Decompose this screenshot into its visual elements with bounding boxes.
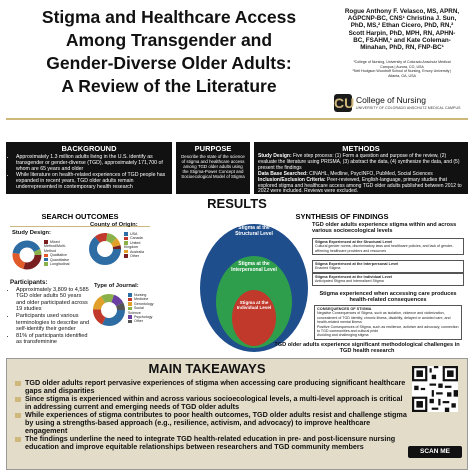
legend-item: Other <box>134 319 143 324</box>
participants-bullet: • 81% of participants identified as transfeminine <box>16 333 90 346</box>
legend-item: Mixed Method/Multi-Method <box>44 240 66 253</box>
main-takeaways-heading: MAIN TAKEAWAYS <box>148 361 266 376</box>
structural-findings-box <box>312 238 464 255</box>
background-section <box>6 142 172 194</box>
cu-logo-icon: CU <box>334 95 355 111</box>
background-bullet: • While literature on health-related experiences of TGD people has expanded in recent years, TGD older adults remain underrepresented in contemporary health research <box>16 172 170 190</box>
main-takeaways-section <box>6 358 468 470</box>
legend-item: Australia <box>130 249 144 254</box>
affiliations: ¹College of Nursing, University of Colorado Anschutz Medical Campus | Aurora, CO, USA ²Nell Hodgson Woodruff School of Nursing, Emory University | Atlanta, GA, USA <box>352 60 452 78</box>
box-title: CONSEQUENCES OF STIGMA <box>317 307 372 311</box>
country-chart-label: County of Origin: <box>90 222 138 228</box>
legend-item: Gerontology <box>134 301 154 306</box>
country-legend <box>124 232 152 258</box>
criteria-label: Inclusion/Exclusion Criteria: <box>258 176 326 183</box>
finding-2-text: Stigma experienced when accessing care produces health-related consequences <box>319 291 457 304</box>
finding-1 <box>312 222 462 235</box>
journal-legend <box>128 293 154 324</box>
takeaway-bullet: While experiences of stigma contributes to poor health outcomes, TGD older adults resist and challenge stigma by using a strengths-based approach (e.g., resilience, activism, and advocacy) to improve healthcare engagement <box>15 411 407 435</box>
purpose-section <box>176 142 250 194</box>
country-donut <box>88 232 122 266</box>
finding-2 <box>312 291 464 304</box>
journal-donut <box>92 293 126 327</box>
logo-subtitle: UNIVERSITY OF COLORADO ANSCHUTZ MEDICAL CAMPUS <box>356 106 461 110</box>
participants-section <box>10 280 90 346</box>
participants-bullet: • Participants used various terminologies to describe and self-identify their gender <box>16 313 90 333</box>
participants-heading: Participants: <box>10 279 48 286</box>
search-outcomes-heading: SEARCH OUTCOMES <box>41 212 119 221</box>
box-item: Avoiding and challenging stigma <box>317 333 369 338</box>
legend-item: Other <box>130 254 139 259</box>
legend-item: USA <box>130 232 138 236</box>
purpose-text: Describe the state of the science of stigma and healthcare access among TGD older adults using the Stigma-Power Concept and Socioecological Model of Stigma <box>181 154 245 180</box>
finding-1-text: TGD older adults experience stigma within and across various socioecological levels <box>312 222 457 235</box>
takeaway-bullet: The findings underline the need to integrate TGD health-related education in pre- and post-licensure nursing education and improve equitable relationships between researchers and TGD community members <box>15 435 407 451</box>
logo-name: College of Nursing <box>356 95 426 105</box>
box-item: Positive Consequences of Stigma, such as resilience, activism and advocacy, connection to TGD communities and cultural pride <box>317 324 459 334</box>
individual-findings-box <box>312 273 464 286</box>
legend-item: Qualitative <box>50 253 67 258</box>
synthesis-heading: SYNTHESIS OF FINDINGS <box>295 212 389 221</box>
study-design-donut <box>12 240 42 270</box>
background-bullet: • Approximately 1.3 million adults living in the U.S. identify as transgender or gender-diverse (TGD), approximately 171,700 of whom are 65 years and older <box>16 154 170 172</box>
poster-title: Stigma and Healthcare Access Among Transgender and Gender-Diverse Older Adults: A Review of the Literature <box>41 7 297 96</box>
author-list: Rogue Anthony F. Velasco, MS, APRN, AGPCNP-BC, CNS¹ Christina J. Sun, PhD, MS,² Ethan Cicero, PhD, RN,² Scott Harpin, PhD, MPH, RN, APHN- BC, FSAHM,¹ and Kate Coleman- Minahan, PhD, RN, FNP-BC¹ <box>344 8 460 52</box>
legend-item: Longitudinal <box>50 262 70 267</box>
box-item: Cultural gender norms, discriminatory laws and healthcare policies, and lack of gender-affirming healthcare providers and resources <box>315 244 454 253</box>
database-text: CINAHL, Medline, PsycINFO, PubMed, Social Sciences <box>307 170 433 177</box>
box-item: Negative Consequences of Stigma, such as isolation, violence and victimization, concealment of TGD identity, chronic illness, disability, delayed or avoided care, and health-related mental illness <box>317 311 451 325</box>
socioecological-diagram <box>196 220 312 356</box>
background-heading: BACKGROUND <box>61 144 117 153</box>
study-design-legend <box>44 240 74 266</box>
legend-item: Psychology <box>134 315 153 320</box>
results-heading: RESULTS <box>207 196 267 211</box>
box-item: Anticipated Stigma and Internalized Stigma <box>315 279 384 284</box>
interpersonal-findings-box <box>312 260 464 273</box>
takeaway-bullet: TGD older adults report pervasive experiences of stigma when accessing care producing significant healthcare gaps and disparities <box>15 379 407 395</box>
study-design-label: Study Design: <box>258 153 292 159</box>
individual-level-label: Stigma at the Individual Level <box>236 300 272 311</box>
study-design-chart-label: Study Design: <box>12 230 51 236</box>
criteria-text: Peer-reviewed, English-language, primary studies that explored stigma and healthcare access among TGD older adults published between 2012 to 2022 were included. Reviews were excluded. <box>258 176 462 195</box>
individual-level-ellipse <box>232 290 276 346</box>
box-title: Stigma Experienced at the Structural Level <box>315 240 393 244</box>
college-logo <box>334 92 470 114</box>
methods-heading: METHODS <box>342 144 380 153</box>
interpersonal-level-label: Stigma at the Interpersonal Level <box>231 261 277 273</box>
legend-item: United Kingdom <box>124 240 141 250</box>
study-design-text: Five step process: (1) Form a question and purpose of the review, (2) evaluate the literature using PRISMA, (3) abstract the data, (4) synthesize the data, and (5) present the findings <box>258 153 460 171</box>
legend-item: Nursing <box>134 293 147 297</box>
journal-chart-label: Type of Journal: <box>94 283 139 289</box>
takeaway-bullet: Since stigma is experienced within and across various socioecological levels, a multi-level approach is critical in addressing current and emerging needs of TGD older adults <box>15 395 407 411</box>
qr-code-icon[interactable] <box>412 366 458 412</box>
consequences-box <box>314 305 462 340</box>
box-item: Enacted Stigma <box>315 266 341 271</box>
purpose-heading: PURPOSE <box>194 144 232 153</box>
box-title: Stigma Experienced at the Interpersonal Level <box>315 262 399 266</box>
finding-3 <box>272 342 462 355</box>
structural-level-label: Stigma at the Structural Level <box>235 225 273 237</box>
scan-me-button[interactable]: SCAN ME <box>408 446 462 458</box>
box-title: Stigma Experienced at the Individual Level <box>315 275 393 279</box>
participants-bullet: • Approximately 3,809 to 4,585 TGD older adults 50 years and older participated across 19 studies <box>16 287 90 313</box>
legend-item: Social Science <box>128 306 144 315</box>
header-divider <box>6 118 468 120</box>
legend-item: Medicine <box>134 297 149 302</box>
methods-section <box>254 142 468 194</box>
legend-item: Canada <box>130 236 143 241</box>
database-label: Data Base Searched: <box>258 170 308 177</box>
legend-item: Quantitative <box>50 257 70 262</box>
finding-3-text: TGD older adults experience significant methodological challenges in TGD health research <box>274 342 460 355</box>
